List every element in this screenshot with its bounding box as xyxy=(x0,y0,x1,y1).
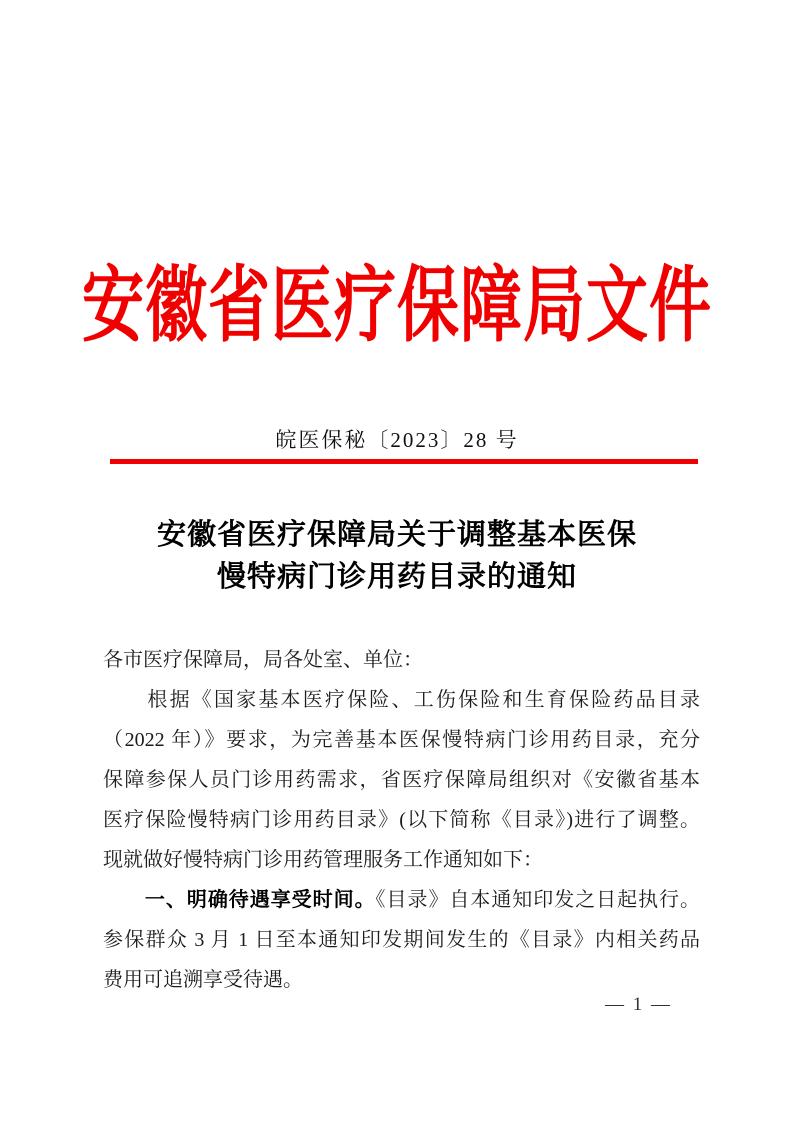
body-line: （2022 年）》要求，为完善基本医保慢特病门诊用药目录，充分 xyxy=(103,729,700,751)
section-heading: 一、明确待遇享受时间。 xyxy=(103,889,376,911)
body-line-item1 xyxy=(103,880,700,920)
body-line: 根据《国家基本医疗保险、工伤保险和生育保险药品目录 xyxy=(103,689,700,711)
body-line: 费用可追溯享受待遇。 xyxy=(103,969,303,991)
document-number: 皖医保秘〔2023〕28 号 xyxy=(275,428,519,452)
body-line: 参保群众 3 月 1 日至本通知印发期间发生的《目录》内相关药品 xyxy=(103,929,700,951)
letterhead-rule xyxy=(110,459,698,464)
body-line: 现就做好慢特病门诊用药管理服务工作通知如下： xyxy=(103,849,543,871)
body-line: 医疗保险慢特病门诊用药目录》(以下简称《目录》)进行了调整。 xyxy=(103,809,700,831)
section-text: 《目录》自本通知印发之日起执行。 xyxy=(375,889,700,911)
page-number: — 1 — xyxy=(605,994,672,1015)
document-title-line2: 慢特病门诊用药目录的通知 xyxy=(216,561,577,593)
document-body xyxy=(103,640,700,1000)
salutation-line: 各市医疗保障局，局各处室、单位： xyxy=(103,649,423,671)
document-title-line1: 安徽省医疗保障局关于调整基本医保 xyxy=(156,519,637,551)
document-title xyxy=(0,514,794,598)
body-line: 保障参保人员门诊用药需求，省医疗保障局组织对《安徽省基本 xyxy=(103,769,700,791)
letterhead-org-title: 安徽省医疗保障局文件 xyxy=(81,261,712,353)
